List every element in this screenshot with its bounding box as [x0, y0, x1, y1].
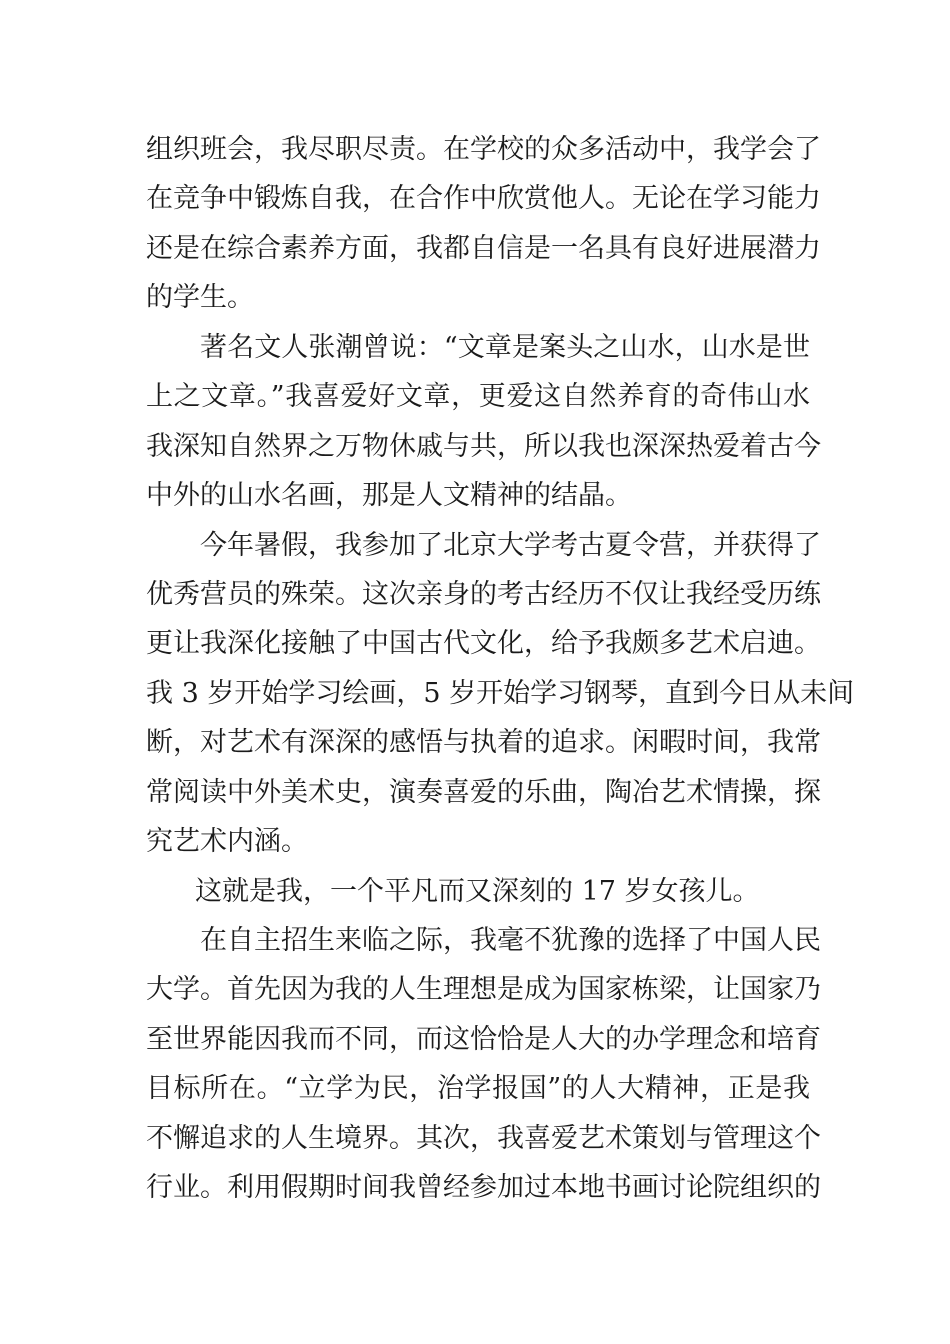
text-line: 还是在综合素养方面，我都自信是一名具有良好进展潜力	[146, 232, 821, 264]
text-line: 常阅读中外美术史，演奏喜爱的乐曲，陶冶艺术情操，探	[146, 776, 821, 808]
text-line: 行业。利用假期时间我曾经参加过本地书画讨论院组织的	[146, 1172, 821, 1204]
text-line: 断，对艺术有深深的感悟与执着的追求。闲暇时间，我常	[146, 727, 821, 759]
text-line: 究艺术内涵。	[146, 826, 308, 858]
text-line: 在竞争中锻炼自我，在合作中欣赏他人。无论在学习能力	[146, 183, 821, 215]
text-line: 今年暑假，我参加了北京大学考古夏令营，并获得了	[200, 529, 821, 561]
text-line: 的学生。	[146, 282, 254, 314]
text-line: 大学。首先因为我的人生理想是成为国家栋梁，让国家乃	[146, 974, 821, 1006]
text-line: 中外的山水名画，那是人文精神的结晶。	[146, 480, 632, 512]
document-body	[146, 125, 855, 1213]
text-line: 优秀营员的殊荣。这次亲身的考古经历不仅让我经受历练	[146, 578, 821, 610]
text-line: 上之文章。”我喜爱好文章，更爱这自然养育的奇伟山水	[146, 381, 810, 413]
text-line: 组织班会，我尽职尽责。在学校的众多活动中，我学会了	[146, 134, 821, 165]
text-line: 目标所在。“立学为民，治学报国”的人大精神，正是我	[146, 1073, 810, 1105]
text-line: 我 3 岁开始学习绘画，5 岁开始学习钢琴，直到今日从未间	[146, 677, 855, 709]
text-line: 著名文人张潮曾说：“文章是案头之山水，山水是世	[200, 331, 810, 363]
text-line: 我深知自然界之万物休戚与共，所以我也深深热爱着古今	[146, 430, 821, 462]
text-line: 在自主招生来临之际，我毫不犹豫的选择了中国人民	[200, 925, 821, 956]
text-line: 这就是我，一个平凡而又深刻的 17 岁女孩儿。	[195, 875, 760, 907]
text-line: 至世界能因我而不同，而这恰恰是人大的办学理念和培育	[146, 1023, 821, 1055]
text-line: 更让我深化接触了中国古代文化，给予我颇多艺术启迪。	[146, 628, 821, 660]
text-line: 不懈追求的人生境界。其次，我喜爱艺术策划与管理这个	[146, 1122, 821, 1154]
